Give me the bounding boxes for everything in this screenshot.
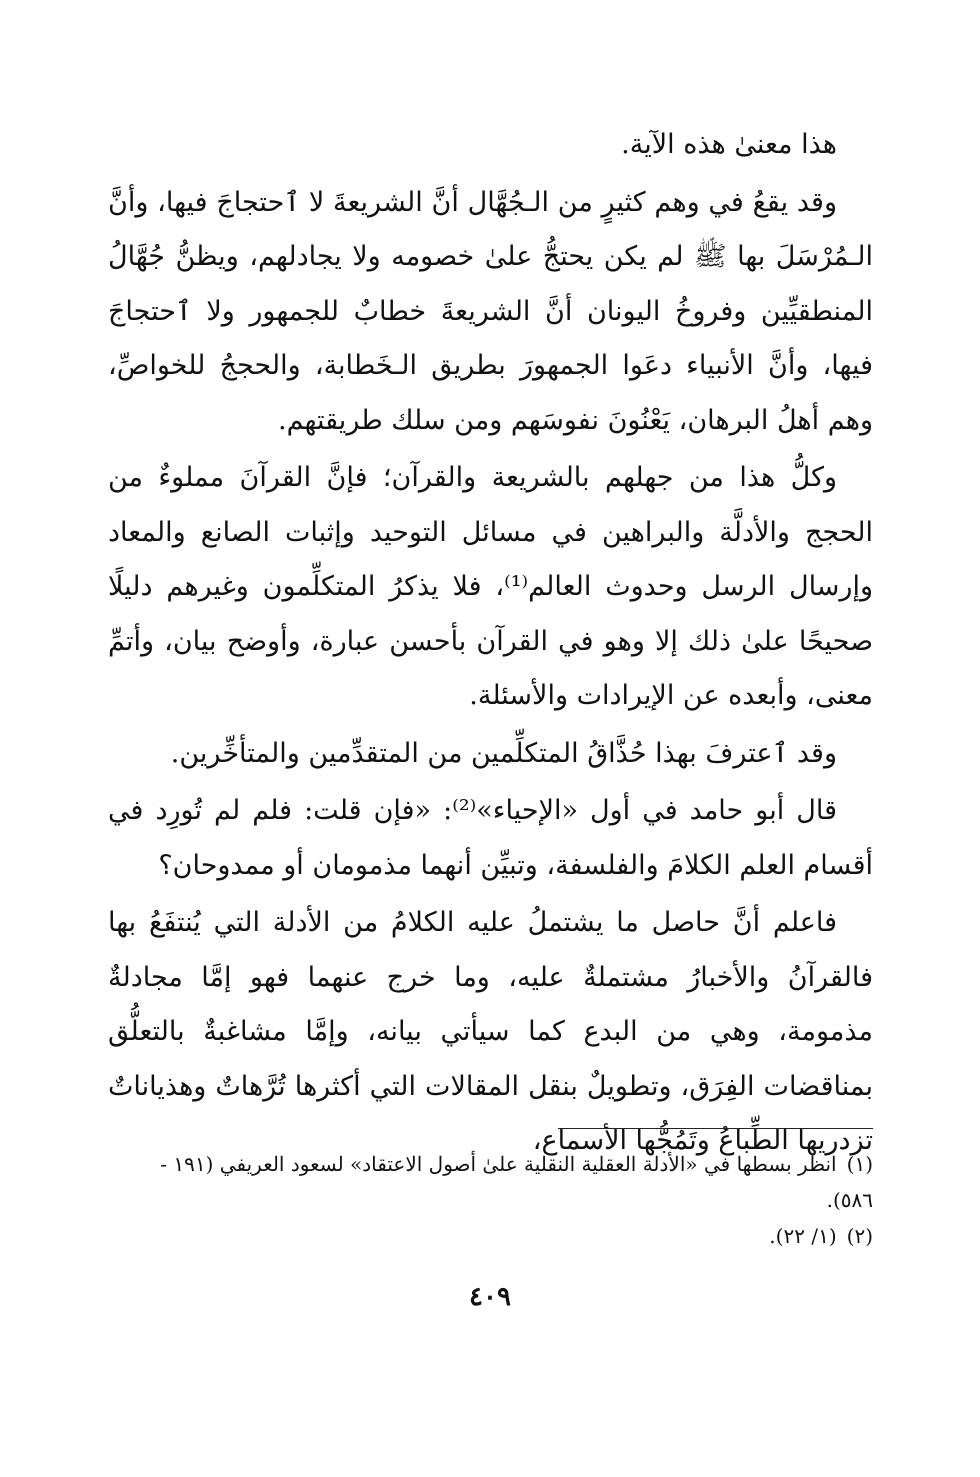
paragraph-6: فاعلم أنَّ حاصل ما يشتملُ عليه الكلامُ من الأدلة التي يُنتفَعُ بها فالقرآنُ والأخبارُ مشتملةٌ عليه، وما خرج عنهما فهو إمَّا مجادلةٌ مذمومة، وهي من البدع كما سيأتي بيانه، وإمَّا مشاغبةٌ بالتعلُّق بمناقضات الفِرَق، وتطويلٌ بنقل المقالات التي أكثرها تُرَّهاتٌ وهذياناتٌ تزدريها الطِّباعُ وتَمُجُّها الأسماع،: [108, 907, 873, 1156]
footnote-number: (٢): [846, 1224, 873, 1248]
footnote-1-continuation: ٥٨٦).: [826, 1188, 873, 1212]
paragraph-5: قال أبو حامد في أول «الإحياء»⁽²⁾: «فإن قلت: فلم لم تُورِد في أقسام العلم الكلامَ والفلسفة، وتبيِّن أنهما مذمومان أو ممدوحان؟: [108, 795, 873, 881]
paragraph-1: هذا معنىٰ هذه الآية.: [621, 129, 837, 160]
footnote-number: (١): [846, 1152, 873, 1176]
paragraph-4: وقد ٱعترفَ بهذا حُذَّاقُ المتكلِّمين من المتقدِّمين والمتأخِّرين.: [170, 737, 837, 769]
footnote-2: [108, 1218, 873, 1254]
footnote-separator: [558, 1128, 873, 1129]
paragraph-2: وقد يقعُ في وهم كثيرٍ من الـجُهَّال أنَّ الشريعةَ لا ٱحتجاجَ فيها، وأنَّ الـمُرْسَلَ بها ﷺ لم يكن يحتجُّ علىٰ خصومه ولا يجادلهم، ويظنُّ جُهَّالُ المنطقيِّين وفروخُ اليونان أنَّ الشريعةَ خطابٌ للجمهور ولا ٱحتجاجَ فيها، وأنَّ الأنبياء دعَوا الجمهورَ بطريق الـخَطابة، والحججُ للخواصِّ، وهم أهلُ البرهان، يَعْنُونَ نفوسَهم ومن سلك طريقتهم.: [108, 186, 873, 436]
main-text: [108, 118, 873, 1172]
footnote-1: [108, 1146, 873, 1182]
paragraph-3: وكلُّ هذا من جهلهم بالشريعة والقرآن؛ فإنَّ القرآنَ مملوءٌ من الحجج والأدلَّة والبراهين في مسائل التوحيد وإثبات الصانع والمعاد وإرسال الرسل وحدوث العالم⁽¹⁾، فلا يذكرُ المتكلِّمون وغيرهم دليلًا صحيحًا علىٰ ذلك إلا وهو في القرآن بأحسن عبارة، وأوضح بيان، وأتمِّ معنى، وأبعده عن الإيرادات والأسئلة.: [108, 462, 873, 711]
page-number: ٤٠٩: [469, 1282, 511, 1312]
footnote-text: انظر بسطها في «الأدلة العقلية النقلية علىٰ أصول الاعتقاد» لسعود العريفي (١٩١ -: [160, 1152, 837, 1176]
footnote-text: (١/ ٢٢).: [769, 1224, 837, 1248]
footnotes: [108, 1146, 873, 1254]
